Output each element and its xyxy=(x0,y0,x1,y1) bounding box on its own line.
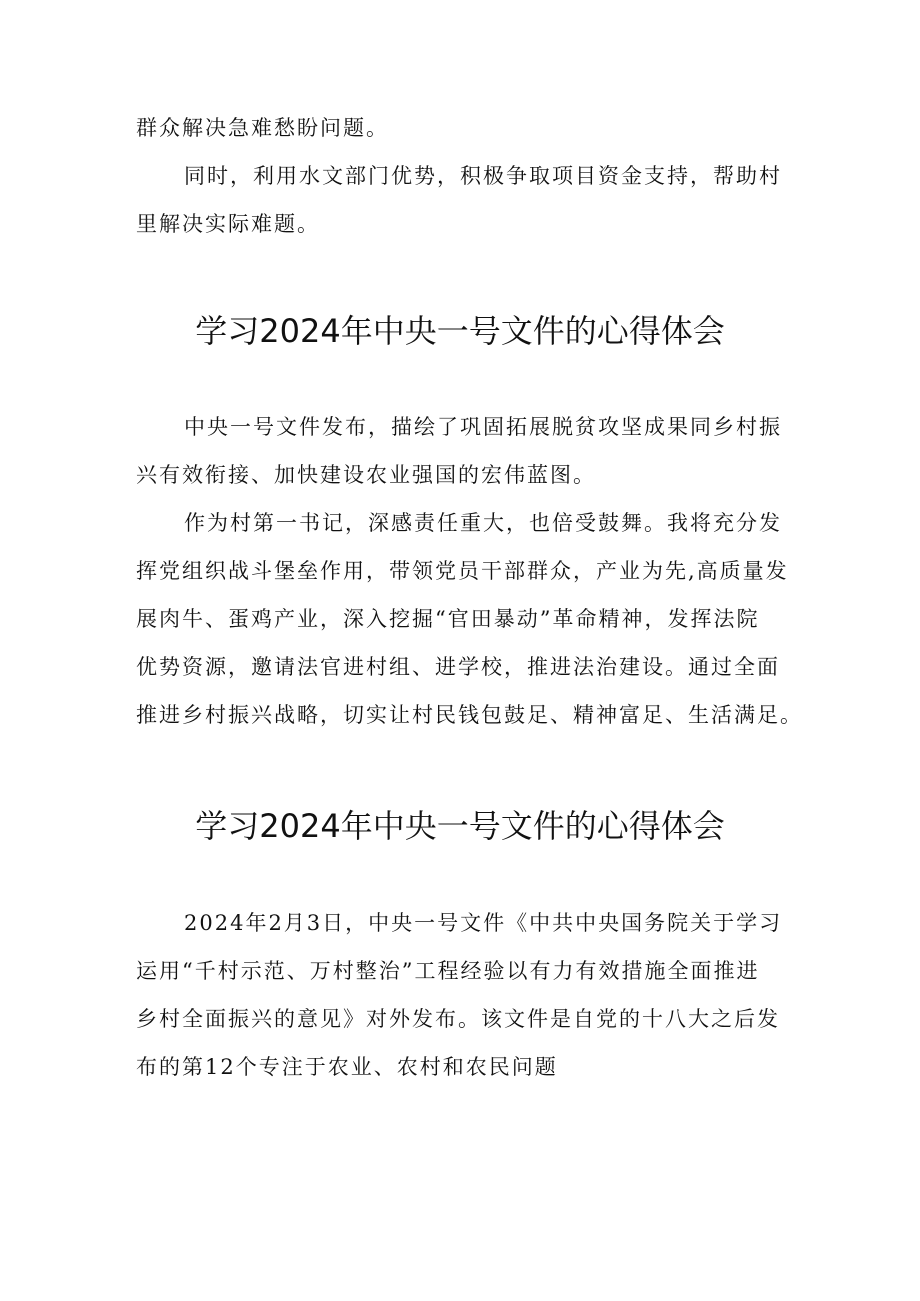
paragraph-line: 2024年2月3日，中央一号文件《中共中央国务院关于学习 xyxy=(184,911,783,935)
paragraph-line: 挥党组织战斗堡垒作用，带领党员干部群众，产业为先,高质量发 xyxy=(136,559,789,583)
paragraph-line: 优势资源，邀请法官进村组、进学校，推进法治建设。通过全面 xyxy=(136,655,780,679)
paragraph-line: 布的第12个专注于农业、农村和农民问题 xyxy=(136,1055,558,1079)
paragraph-line: 作为村第一书记，深感责任重大，也倍受鼓舞。我将充分发 xyxy=(184,511,782,535)
paragraph-line: 兴有效衔接、加快建设农业强国的宏伟蓝图。 xyxy=(136,463,596,487)
paragraph-line: 乡村全面振兴的意见》对外发布。该文件是自党的十八大之后发 xyxy=(136,1007,780,1031)
paragraph-line: 运用“千村示范、万村整治”工程经验以有力有效措施全面推进 xyxy=(136,959,760,983)
section-1-body xyxy=(136,403,803,739)
paragraph-line: 中央一号文件发布，描绘了巩固拓展脱贫攻坚成果同乡村振 xyxy=(184,415,782,439)
paragraph-line: 展肉牛、蛋鸡产业，深入挖掘“官田暴动”革命精神，发挥法院 xyxy=(136,607,760,631)
section-1-title: 学习2024年中央一号文件的心得体会 xyxy=(195,312,725,350)
section-2-title: 学习2024年中央一号文件的心得体会 xyxy=(195,807,725,845)
paragraph-line: 群众解决急难愁盼问题。 xyxy=(136,116,389,140)
section-2-body xyxy=(136,899,792,1091)
paragraph-line: 同时，利用水文部门优势，积极争取项目资金支持，帮助村 xyxy=(184,164,782,188)
intro-paragraphs xyxy=(136,104,792,248)
paragraph-line: 推进乡村振兴战略，切实让村民钱包鼓足、精神富足、生活满足。 xyxy=(136,703,803,727)
paragraph-line: 里解决实际难题。 xyxy=(136,212,320,236)
